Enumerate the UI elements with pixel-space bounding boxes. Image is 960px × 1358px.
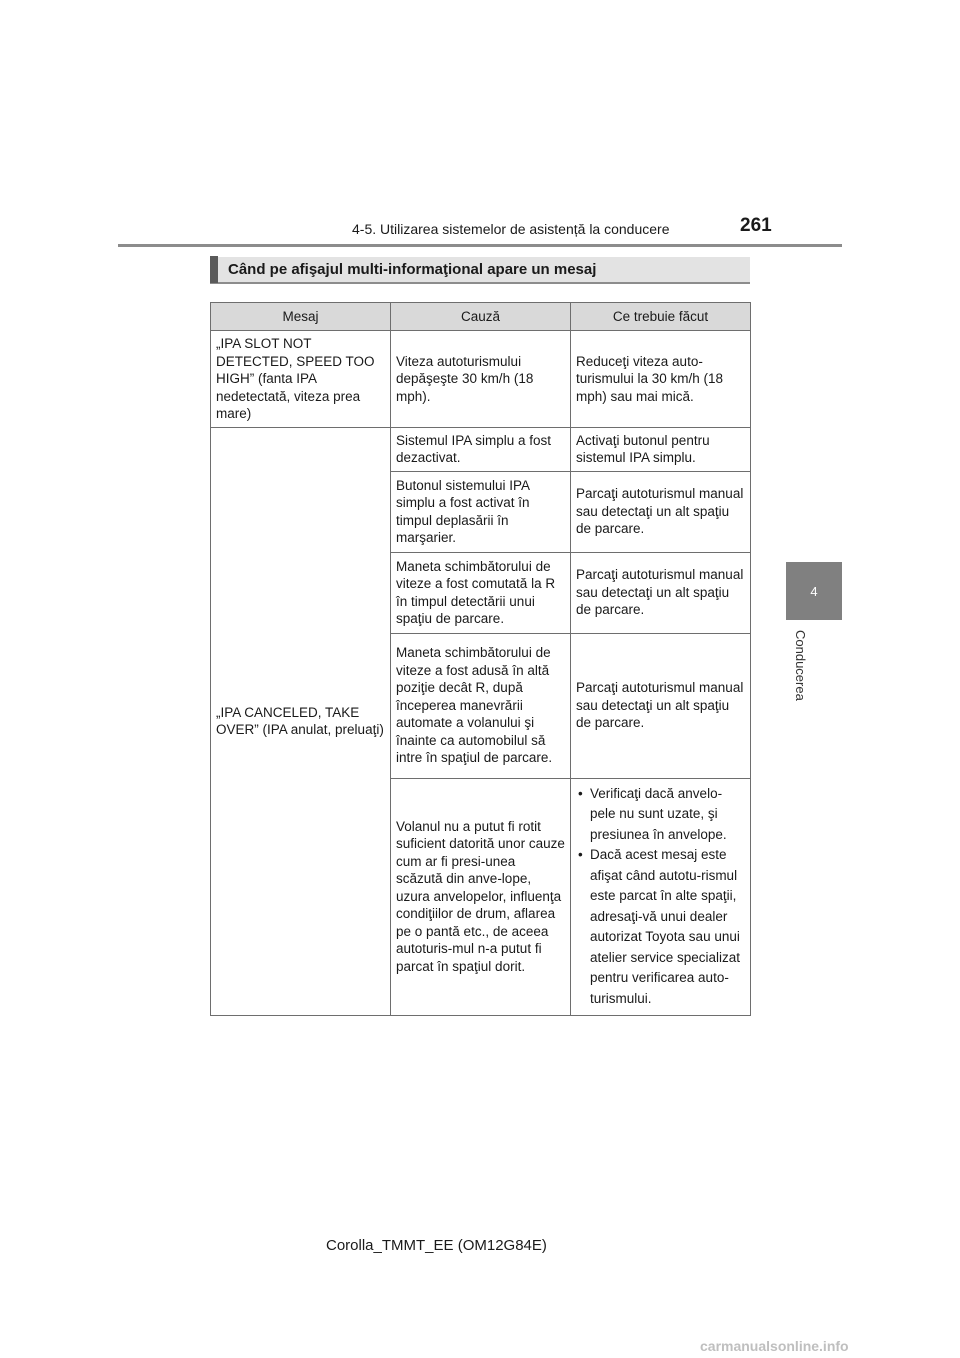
- action-cell: Reduceţi viteza auto-turismului la 30 km/h (18 mph) sau mai mică.: [571, 331, 751, 428]
- chapter-side-tab: [786, 562, 842, 620]
- cause-cell: Sistemul IPA simplu a fost dezactivat.: [391, 427, 571, 471]
- action-cell: Parcaţi autoturismul manual sau detectaţi un alt spaţiu de parcare.: [571, 633, 751, 778]
- list-item: • Dacă acest mesaj este afişat când autotu-rismul este parcat în alte spaţii, adresaţi-vă unui dealer autorizat Toyota sau unui atelier service specializat pentru verificarea auto-turismului.: [576, 845, 745, 1009]
- message-table: [210, 302, 751, 1016]
- footer-model-code: Corolla_TMMT_EE (OM12G84E): [326, 1237, 547, 1254]
- cause-cell: Maneta schimbătorului de viteze a fost comutată la R în timpul detectării unui spaţiu de parcare.: [391, 552, 571, 633]
- table-header-row: [211, 303, 751, 331]
- action-cell: Parcaţi autoturismul manual sau detectaţi un alt spaţiu de parcare.: [571, 552, 751, 633]
- message-cell: „IPA SLOT NOT DETECTED, SPEED TOO HIGH” (fanta IPA nedetectată, viteza prea mare): [211, 331, 391, 428]
- table-row: [211, 331, 751, 428]
- section-heading-text: Când pe afişajul multi-informaţional apare un mesaj: [228, 261, 597, 278]
- cause-cell: Maneta schimbătorului de viteze a fost adusă în altă poziţie decât R, după începerea manevrării automate a volanului şi înainte ca automobilul să intre în spaţiul de parcare.: [391, 633, 571, 778]
- action-bullet-list: [576, 784, 745, 1010]
- action-cell: [571, 778, 751, 1015]
- column-header-action: Ce trebuie făcut: [571, 303, 751, 331]
- list-item: • Verificaţi dacă anvelo-pele nu sunt uzate, şi presiunea în anvelope.: [576, 784, 745, 846]
- action-cell: Parcaţi autoturismul manual sau detectaţi un alt spaţiu de parcare.: [571, 471, 751, 552]
- column-header-message: Mesaj: [211, 303, 391, 331]
- header-rule: [118, 244, 842, 247]
- cause-cell: Butonul sistemului IPA simplu a fost activat în timpul deplasării în marşarier.: [391, 471, 571, 552]
- cause-cell: Volanul nu a putut fi rotit suficient datorită unor cauze cum ar fi presi-unea scăzută din anve-lope, uzura anvelopelor, influenţa condiţiilor de drum, aflarea pe o pantă etc., de aceea autoturis-mul n-a putut fi parcat în spaţiul dorit.: [391, 778, 571, 1015]
- header-section-title: 4-5. Utilizarea sistemelor de asistență la conducere: [352, 221, 670, 237]
- action-cell: Activaţi butonul pentru sistemul IPA simplu.: [571, 427, 751, 471]
- page-number: 261: [740, 215, 772, 236]
- section-heading-bar: [210, 256, 218, 283]
- table-row: [211, 427, 751, 471]
- section-heading: [210, 257, 750, 284]
- chapter-side-label: Conducerea: [793, 630, 808, 701]
- column-header-cause: Cauză: [391, 303, 571, 331]
- watermark: carmanualsonline.info: [700, 1338, 849, 1354]
- message-cell: „IPA CANCELED, TAKE OVER” (IPA anulat, preluaţi): [211, 427, 391, 1015]
- chapter-number: 4: [810, 583, 818, 599]
- cause-cell: Viteza autoturismului depăşeşte 30 km/h (18 mph).: [391, 331, 571, 428]
